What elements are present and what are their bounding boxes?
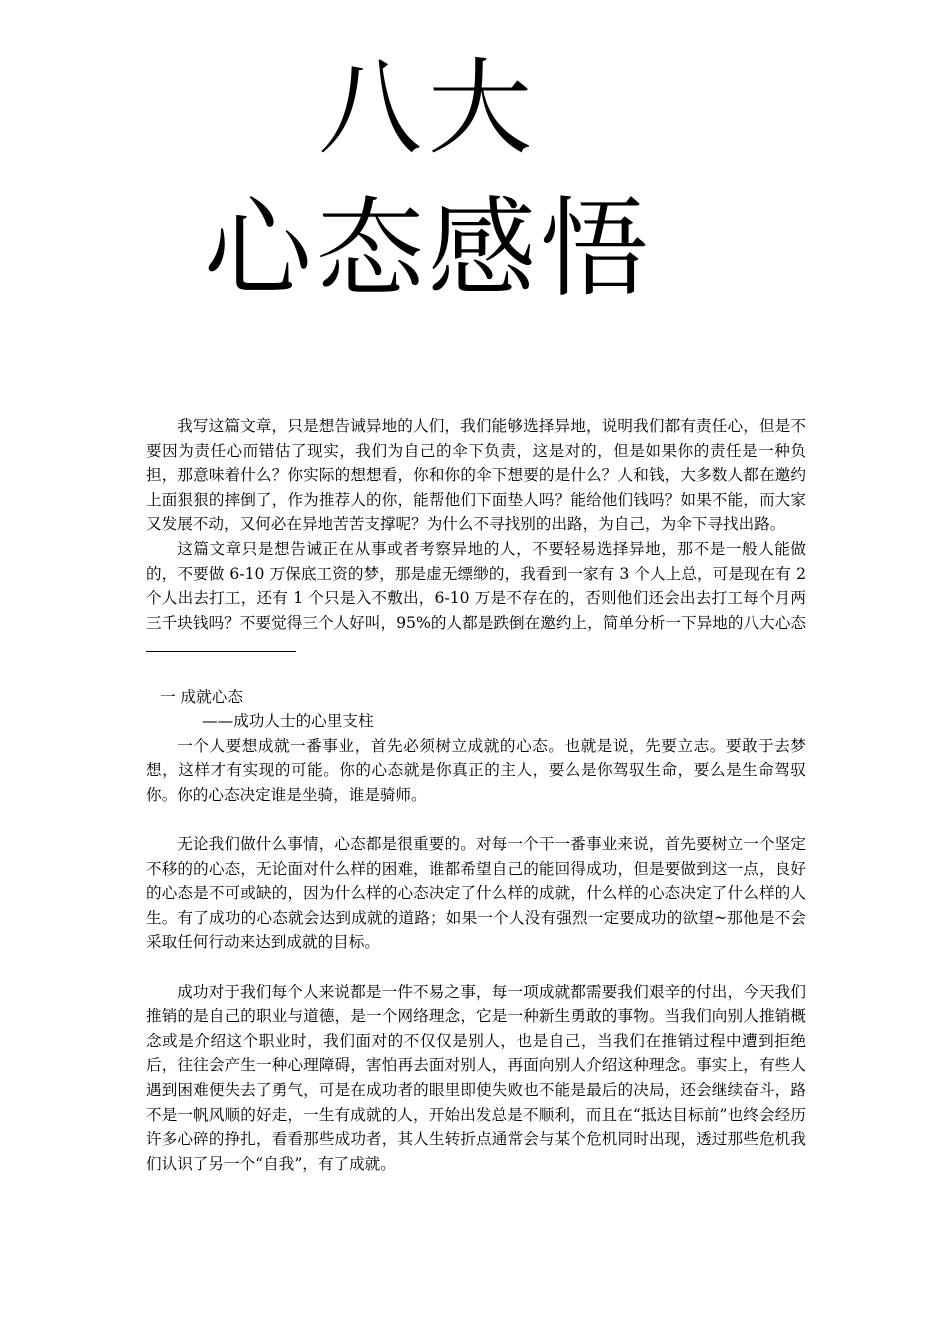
article-body xyxy=(146,414,806,1176)
underline-blank xyxy=(146,637,296,652)
section-paragraph-3: 成功对于我们每个人来说都是一件不易之事，每一项成就都需要我们艰辛的付出，今天我们推销的是自己的职业与道德，是一个网络理念，它是一种新生勇敢的事物。当我们向别人推销概念或是介绍这个职业时，我们面对的不仅仅是别人，也是自己，当我们在推销过程中遭到拒绝后，往往会产生一种心理障碍，害怕再去面对别人，再面向别人介绍这种理念。事实上，有些人遇到困难便失去了勇气，可是在成功者的眼里即使失败也不能是最后的决局，还会继续奋斗，路不是一帆风顺的好走，一生有成就的人，开始出发总是不顺利，而且在“抵达目标前”也终会经历许多心碎的挣扎，看看那些成功者，其人生转折点通常会与某个危机同时出现，透过那些危机我们认识了另一个“自我”，有了成就。 xyxy=(146,982,806,1173)
title-line-1: 八大 xyxy=(318,47,539,169)
section-subtitle: ——成功人士的心里支柱 xyxy=(202,712,374,731)
section-paragraph-1: 一个人要想成就一番事业，首先必须树立成就的心态。也就是说，先要立志。要敢于去梦想，这样才有实现的可能。你的心态就是你真正的主人，要么是你驾驭生命，要么是生命驾驭你。你的心态决定谁是坐骑，谁是骑师。 xyxy=(146,736,806,804)
intro-paragraph-2-text: 这篇文章只是想告诫正在从事或者考察异地的人，不要轻易选择异地，那不是一般人能做的，不要做 6-10 万保底工资的梦，那是虚无缥缈的，我看到一家有 3 个人上总，可是现在有 2 个人出去打工，还有 1 个只是入不敷出，6-10 万是不存在的，否则他们还会出去打工每个月两三千块钱吗？不要觉得三个人好叫，95%的人都是跌倒在邀约上，简单分析一下异地的八大心态 xyxy=(146,539,806,632)
intro-paragraph-1: 我写这篇文章，只是想告诫异地的人们，我们能够选择异地，说明我们都有责任心，但是不要因为责任心而错估了现实，我们为自己的伞下负责，这是对的，但是如果你的责任是一种负担，那意味着什么？你实际的想想看，你和你的伞下想要的是什么？人和钱，大多数人都在邀约上面狠狠的摔倒了，作为推荐人的你，能帮他们下面垫人吗？能给他们钱吗？如果不能，而大家又发展不动，又何必在异地苦苦支撑呢？为什么不寻找别的出路，为自己，为伞下寻找出路。 xyxy=(146,417,806,534)
section-heading: 一 成就心态 xyxy=(160,687,243,706)
title-line-2: 心态感悟 xyxy=(204,187,653,312)
spacer xyxy=(146,660,806,685)
section-paragraph-2: 无论我们做什么事情，心态都是很重要的。对每一个干一番事业来说，首先要树立一个坚定不移的的心态，无论面对什么样的困难，谁都希望自己的能回得成功，但是要做到这一点，良好的心态是不可或缺的，因为什么样的心态决定了什么样的成就，什么样的心态决定了什么样的人生。有了成功的心态就会达到成就的道路；如果一个人没有强烈一定要成功的欲望~那他是不会采取任何行动来达到成就的目标。 xyxy=(146,835,806,952)
intro-paragraph-2 xyxy=(146,537,806,660)
